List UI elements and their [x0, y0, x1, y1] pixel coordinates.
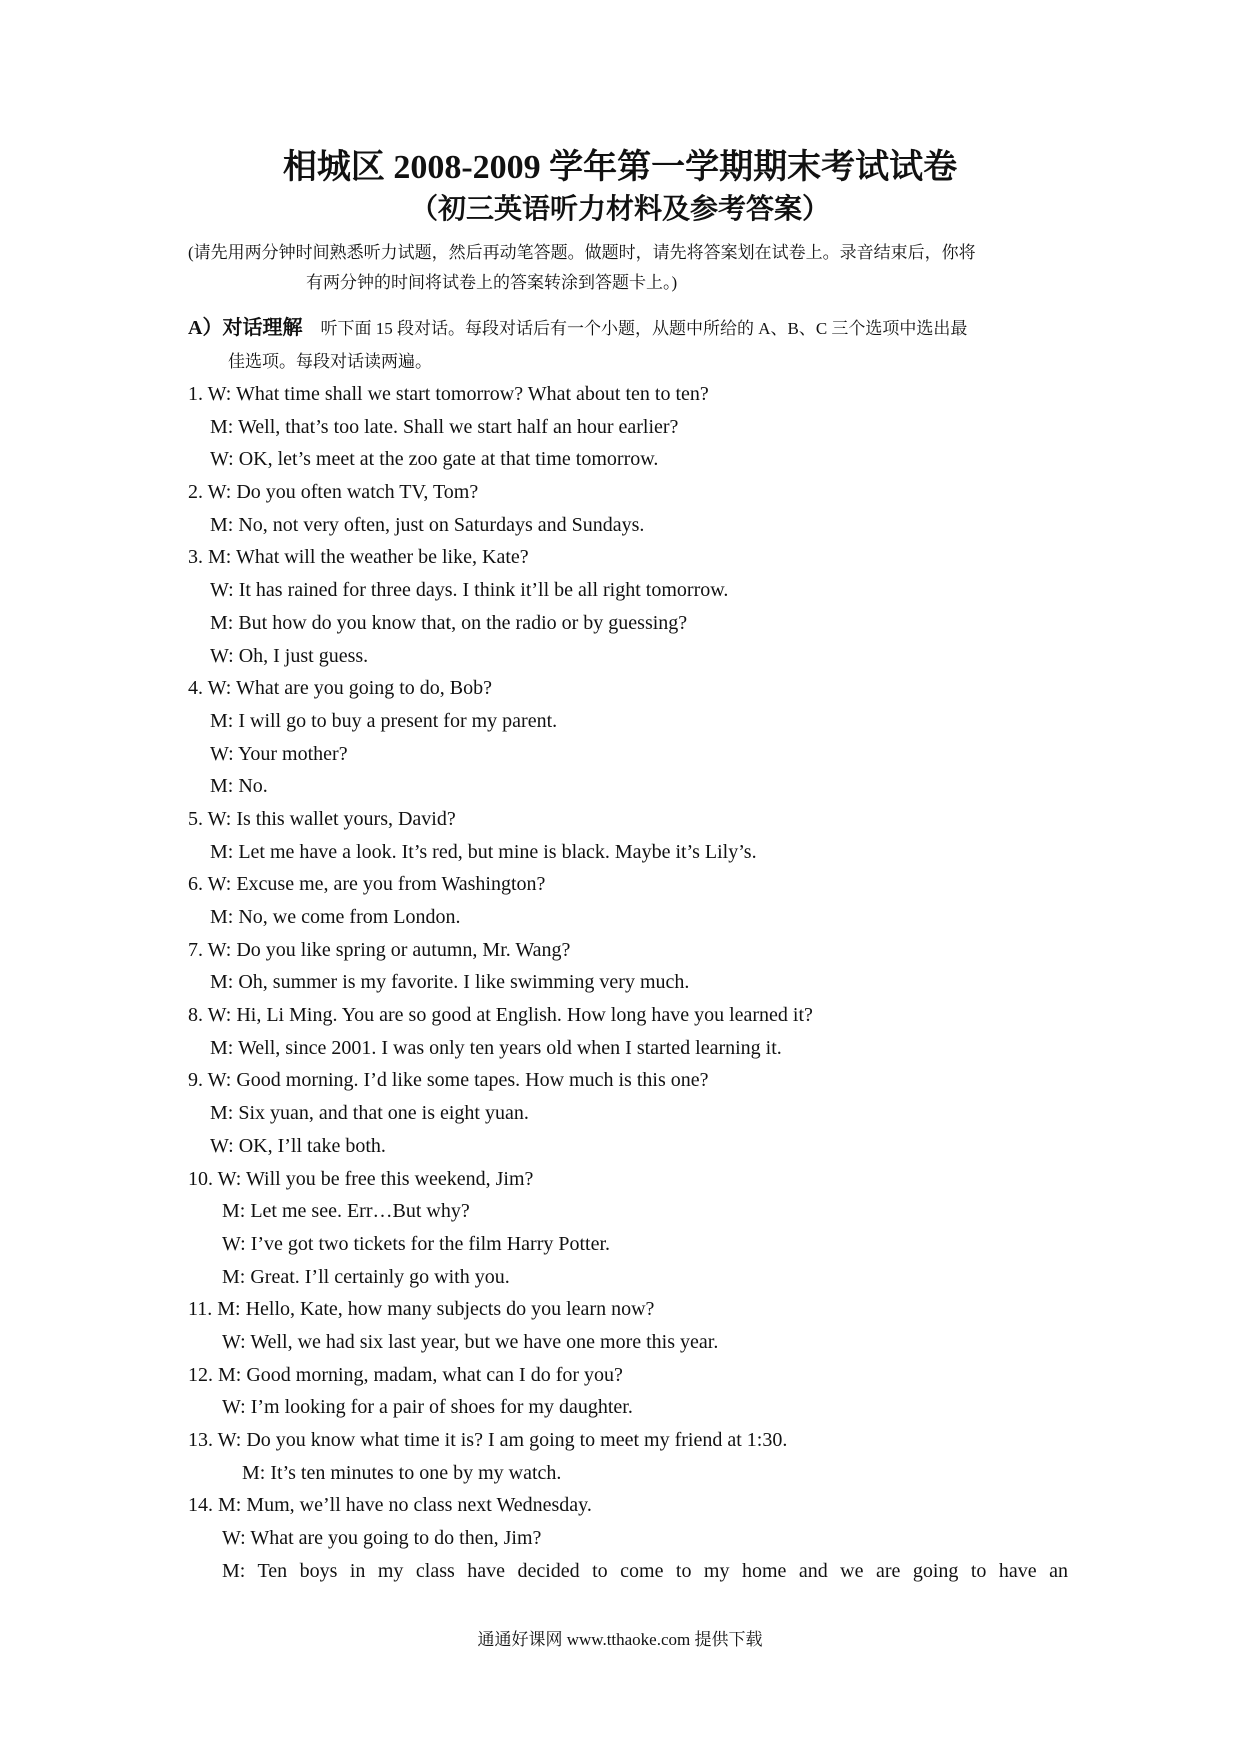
- dialogue-line: W: What are you going to do then, Jim?: [222, 1527, 542, 1550]
- dialogue-line: 1. W: What time shall we start tomorrow? What about ten to ten?: [188, 383, 709, 405]
- dialogue-line: W: OK, I’ll take both.: [210, 1134, 386, 1157]
- dialogue-list: [188, 378, 1068, 1587]
- dialogue-line: 12. M: Good morning, madam, what can I do for you?: [188, 1363, 623, 1386]
- dialogue-line: M: Well, that’s too late. Shall we start half an hour earlier?: [210, 415, 679, 438]
- dialogue-line: M: But how do you know that, on the radio or by guessing?: [210, 611, 688, 634]
- instructions-line-1: (请先用两分钟时间熟悉听力试题，然后再动笔答题。做题时，请先将答案划在试卷上。录音结束后，你将: [188, 243, 976, 262]
- dialogue-line: 3. M: What will the weather be like, Kate?: [188, 546, 529, 569]
- page-subtitle: （初三英语听力材料及参考答案）: [409, 194, 830, 225]
- dialogue-line: M: Let me have a look. It’s red, but mine is black. Maybe it’s Lily’s.: [210, 840, 757, 863]
- dialogue-line: M: No.: [210, 775, 268, 798]
- dialogue-line: 9. W: Good morning. I’d like some tapes. How much is this one?: [188, 1069, 709, 1092]
- dialogue-line: 5. W: Is this wallet yours, David?: [188, 807, 456, 830]
- dialogue-line: M: Six yuan, and that one is eight yuan.: [210, 1102, 529, 1125]
- dialogue-line: M: I will go to buy a present for my parent.: [210, 709, 558, 732]
- dialogue-line: W: Your mother?: [210, 742, 348, 765]
- dialogue-line: 13. W: Do you know what time it is? I am going to meet my friend at 1:30.: [188, 1429, 788, 1451]
- dialogue-line: 8. W: Hi, Li Ming. You are so good at English. How long have you learned it?: [188, 1004, 813, 1027]
- section-a-text-line-2: 佳选项。每段对话读两遍。: [228, 352, 432, 371]
- section-a-heading: A）对话理解: [188, 317, 303, 339]
- dialogue-line: M: No, we come from London.: [210, 906, 461, 928]
- dialogue-line: M: Oh, summer is my favorite. I like swimming very much.: [210, 971, 690, 994]
- dialogue-line: M: Well, since 2001. I was only ten years old when I started learning it.: [210, 1036, 782, 1059]
- dialogue-line: M: Let me see. Err…But why?: [222, 1200, 470, 1223]
- dialogue-line: W: I’ve got two tickets for the film Harry Potter.: [222, 1232, 611, 1255]
- dialogue-line: W: Oh, I just guess.: [210, 644, 369, 667]
- section-a-intro: [188, 312, 1068, 378]
- dialogue-line: W: It has rained for three days. I think it’ll be all right tomorrow.: [210, 579, 729, 602]
- section-a-text-line-1: 听下面 15 段对话。每段对话后有一个小题，从题中所给的 A、B、C 三个选项中选出最: [320, 319, 968, 338]
- dialogue-line: M: No, not very often, just on Saturdays and Sundays.: [210, 513, 645, 536]
- dialogue-line: W: I’m looking for a pair of shoes for my daughter.: [222, 1396, 633, 1419]
- dialogue-line: M: Ten boys in my class have decided to come to my home and we are going to have an: [222, 1559, 1068, 1582]
- dialogue-line: 14. M: Mum, we’ll have no class next Wednesday.: [188, 1494, 592, 1517]
- dialogue-line: 6. W: Excuse me, are you from Washington?: [188, 873, 546, 896]
- page-footer: 通通好课网 www.tthaoke.com 提供下载: [477, 1630, 763, 1649]
- instructions-line-2: 有两分钟的时间将试卷上的答案转涂到答题卡上。): [306, 273, 678, 292]
- instructions: [188, 238, 1068, 298]
- dialogue-line: 11. M: Hello, Kate, how many subjects do you learn now?: [188, 1298, 655, 1321]
- dialogue-line: 2. W: Do you often watch TV, Tom?: [188, 481, 479, 504]
- dialogue-line: W: OK, let’s meet at the zoo gate at that time tomorrow.: [210, 448, 659, 471]
- page-title: 相城区 2008-2009 学年第一学期期末考试试卷: [282, 149, 958, 186]
- dialogue-line: M: Great. I’ll certainly go with you.: [222, 1265, 510, 1288]
- dialogue-line: 7. W: Do you like spring or autumn, Mr. Wang?: [188, 938, 571, 961]
- dialogue-line: 10. W: Will you be free this weekend, Jim?: [188, 1167, 534, 1190]
- dialogue-line: M: It’s ten minutes to one by my watch.: [242, 1461, 562, 1484]
- dialogue-line: 4. W: What are you going to do, Bob?: [188, 677, 493, 700]
- dialogue-line: W: Well, we had six last year, but we have one more this year.: [222, 1330, 719, 1353]
